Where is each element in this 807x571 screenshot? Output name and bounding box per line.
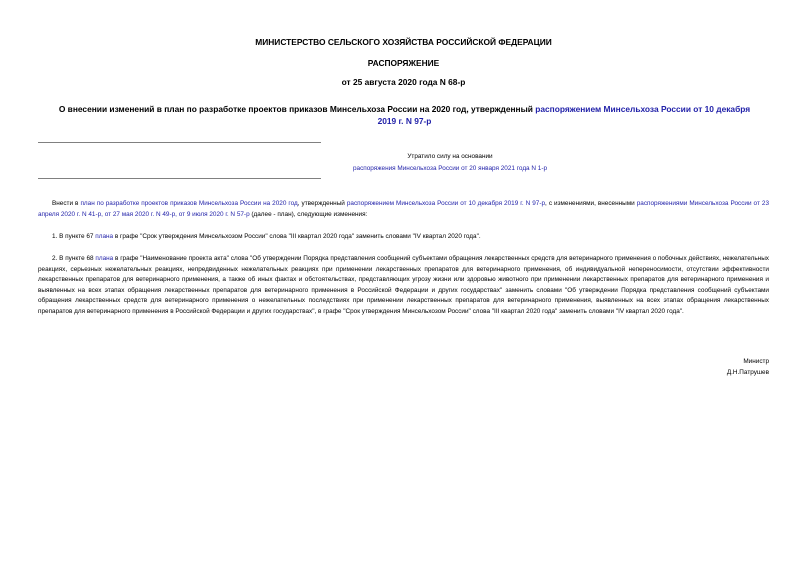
item-2-paragraph bbox=[38, 254, 769, 317]
intro-link-order[interactable]: распоряжением Минсельхоза России от 10 декабря 2019 г. N 97-р bbox=[346, 200, 546, 207]
intro-text-2: , утвержденный bbox=[297, 200, 347, 207]
document-title bbox=[52, 104, 757, 127]
signature-position: Министр bbox=[743, 358, 769, 365]
intro-link-plan[interactable]: план по разработке проектов приказов Минсельхоза России на 2020 год bbox=[80, 200, 298, 207]
ministry-heading: МИНИСТЕРСТВО СЕЛЬСКОГО ХОЗЯЙСТВА РОССИЙСКОЙ ФЕДЕРАЦИИ bbox=[255, 37, 552, 47]
intro-paragraph bbox=[38, 199, 769, 220]
status-note bbox=[150, 151, 750, 174]
status-top-rule bbox=[38, 142, 321, 143]
status-line: Утратило силу на основании bbox=[407, 153, 493, 160]
date-line: от 25 августа 2020 года N 68-р bbox=[341, 77, 466, 87]
item-1-plan-link[interactable]: плана bbox=[95, 233, 114, 240]
intro-text-3: , с изменениями, внесенными bbox=[545, 200, 637, 207]
intro-text-4: (далее - план), следующие изменения: bbox=[249, 210, 368, 218]
item-1-text-1: 1. В пункте 67 bbox=[52, 233, 96, 240]
intro-text-1: Внести в bbox=[52, 200, 81, 207]
signature-block bbox=[727, 357, 769, 378]
intro-link-amendments[interactable]: распоряжениями Минсельхоза России от 23 апреля 2020 г. N 41-р, от 27 мая 2020 г. N 49-р, от 9 июля 2020 г. N 57-р bbox=[38, 200, 770, 218]
doc-type-heading: РАСПОРЯЖЕНИЕ bbox=[367, 58, 440, 68]
status-bottom-rule bbox=[38, 178, 321, 179]
item-2-text-2: в графе "Наименование проекта акта" слова "Об утверждении Порядка представления сообщений субъектами обращения лекарственных средств для ветеринарного применения о побочных действиях, нежелательных реакциях, серьезных нежелательных реакциях, непредвиденных нежелательных реакциях при применении лекарственных препаратов для ветеринарного применения, об индивидуальной непереносимости, отсутствии эффективности лекарственных препаратов для ветеринарного применения, а также об иных фактах и обстоятельствах, представляющих угрозу жизни или здоровью животного при применении лекарственных препаратов для ветеринарного применения и выявленных на всех этапах обращения лекарственных препаратов для ветеринарного применения в Российской Федерации и других государствах" заменить словами "Об утверждении Порядка представления сообщений субъектами обращения лекарственных средств для ветеринарного применения о нежелательных последствиях при применении лекарственных препаратов для ветеринарного применения, выявленных на всех этапах обращения лекарственных препаратов для ветеринарного применения в Российской Федерации и других государствах", в графе "Срок утверждения Минсельхозом России" слова "III квартал 2020 года" заменить словами "IV квартал 2020 года". bbox=[38, 255, 769, 315]
item-1-text-2: в графе "Срок утверждения Минсельхозом России" слова "III квартал 2020 года" заменить словами "IV квартал 2020 года". bbox=[113, 233, 481, 240]
title-text: О внесении изменений в план по разработке проектов приказов Минсельхоза России на 2020 год, утвержденный bbox=[58, 104, 536, 114]
item-1-paragraph bbox=[38, 232, 769, 243]
item-2-text-1: 2. В пункте 68 bbox=[52, 255, 96, 262]
item-2-plan-link[interactable]: плана bbox=[95, 255, 114, 262]
signature-name: Д.Н.Патрушев bbox=[726, 368, 769, 376]
title-link[interactable]: распоряжением Минсельхоза России от 10 декабря 2019 г. N 97-р bbox=[377, 104, 751, 126]
status-link[interactable]: распоряжения Минсельхоза России от 20 января 2021 года N 1-р bbox=[352, 164, 548, 172]
